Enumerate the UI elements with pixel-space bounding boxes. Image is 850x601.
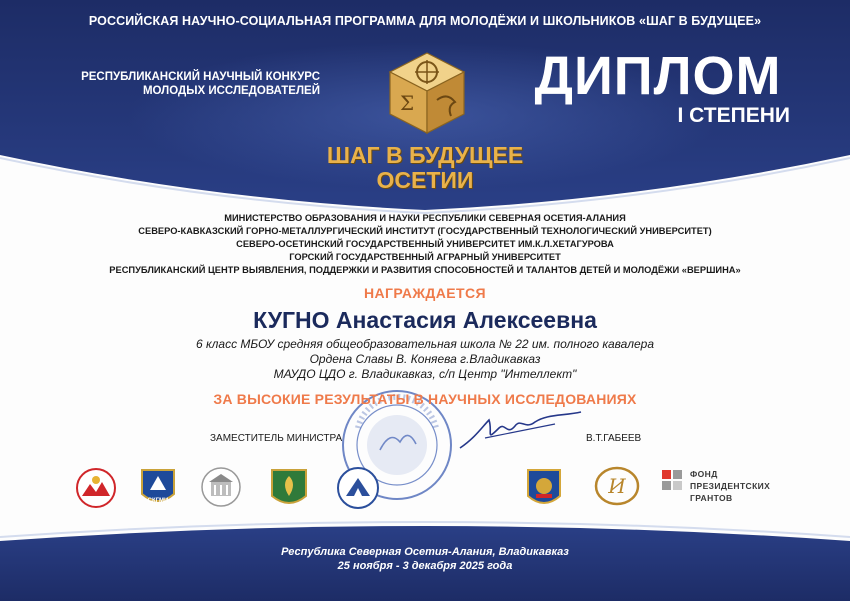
contest-title	[60, 70, 320, 98]
sogu-building-icon	[200, 466, 242, 508]
footer-dates: 25 ноября - 3 декабря 2025 года	[337, 560, 513, 572]
skgmi-label: СКГМИ	[147, 498, 169, 504]
diploma-heading: ДИПЛОМ	[534, 46, 782, 106]
republic-emblem-icon	[76, 468, 116, 508]
handwritten-signature	[455, 408, 585, 453]
school-line-3: МАУДО ЦДО г. Владикавказ, с/п Центр "Интеллект"	[273, 367, 577, 381]
vershina-center-icon	[336, 466, 380, 510]
event-title-line-2: ОСЕТИИ	[376, 167, 474, 193]
organizers-list	[50, 212, 800, 277]
signatory-name: В.Т.ГАБЕЕВ	[586, 433, 642, 444]
step-into-future-cube-icon	[382, 48, 472, 138]
recipient-name: КУГНО Анастасия Алексеевна	[253, 307, 597, 333]
ggau-emblem-icon	[268, 466, 310, 510]
fund-line-1: ФОНД	[690, 469, 718, 479]
event-title	[275, 143, 575, 193]
award-reason: ЗА ВЫСОКИЕ РЕЗУЛЬТАТЫ В НАУЧНЫХ ИССЛЕДОВАНИЯХ	[213, 391, 637, 407]
organizer-line: РЕСПУБЛИКАНСКИЙ ЦЕНТР ВЫЯВЛЕНИЯ, ПОДДЕРЖКИ И РАЗВИТИЯ СПОСОБНОСТЕЙ И ТАЛАНТОВ ДЕТЕЙ И МОЛОДЁЖИ «ВЕРШИНА»	[109, 265, 741, 275]
footer-location-dates	[0, 545, 850, 573]
footer-place: Республика Северная Осетия-Алания, Владикавказ	[281, 546, 569, 558]
fund-line-2: ПРЕЗИДЕНТСКИХ	[690, 481, 771, 491]
awarded-label: НАГРАЖДАЕТСЯ	[364, 285, 486, 301]
organizer-line: ГОРСКИЙ ГОСУДАРСТВЕННЫЙ АГРАРНЫЙ УНИВЕРСИТЕТ	[289, 252, 561, 262]
intellekt-logo-icon	[594, 466, 640, 506]
school-line-1: 6 класс МБОУ средняя общеобразовательная школа № 22 им. полного кавалера	[195, 337, 655, 351]
school-line-2: Ордена Славы В. Коняева г.Владикавказ	[309, 352, 541, 366]
presidential-grants-fund-label	[690, 468, 770, 504]
event-title-line-1: ШАГ В БУДУЩЕЕ	[326, 142, 524, 168]
diploma-degree: I СТЕПЕНИ	[677, 104, 790, 127]
ministry-crest-icon	[524, 466, 564, 512]
presidential-grants-fund-icon	[660, 468, 686, 502]
svg-text:И: И	[608, 474, 626, 498]
recipient-school	[120, 337, 730, 382]
contest-line-1: РЕСПУБЛИКАНСКИЙ НАУЧНЫЙ КОНКУРС	[81, 71, 320, 83]
program-title: РОССИЙСКАЯ НАУЧНО-СОЦИАЛЬНАЯ ПРОГРАММА ДЛЯ МОЛОДЁЖИ И ШКОЛЬНИКОВ «ШАГ В БУДУЩЕЕ»	[88, 14, 762, 28]
signatory-title: ЗАМЕСТИТЕЛЬ МИНИСТРА	[210, 433, 343, 444]
skgmi-crest-icon	[138, 466, 178, 510]
fund-line-3: ГРАНТОВ	[690, 493, 733, 503]
organizer-line: МИНИСТЕРСТВО ОБРАЗОВАНИЯ И НАУКИ РЕСПУБЛИКИ СЕВЕРНАЯ ОСЕТИЯ-АЛАНИЯ	[224, 213, 626, 223]
organizer-line: СЕВЕРО-КАВКАЗСКИЙ ГОРНО-МЕТАЛЛУРГИЧЕСКИЙ ИНСТИТУТ (ГОСУДАРСТВЕННЫЙ ТЕХНОЛОГИЧЕСКИЙ УНИВЕРСИТЕТ)	[138, 226, 712, 236]
organizer-line: СЕВЕРО-ОСЕТИНСКИЙ ГОСУДАРСТВЕННЫЙ УНИВЕРСИТЕТ ИМ.К.Л.ХЕТАГУРОВА	[236, 239, 614, 249]
contest-line-2: МОЛОДЫХ ИССЛЕДОВАТЕЛЕЙ	[142, 85, 320, 97]
svg-text:Σ: Σ	[400, 91, 415, 115]
